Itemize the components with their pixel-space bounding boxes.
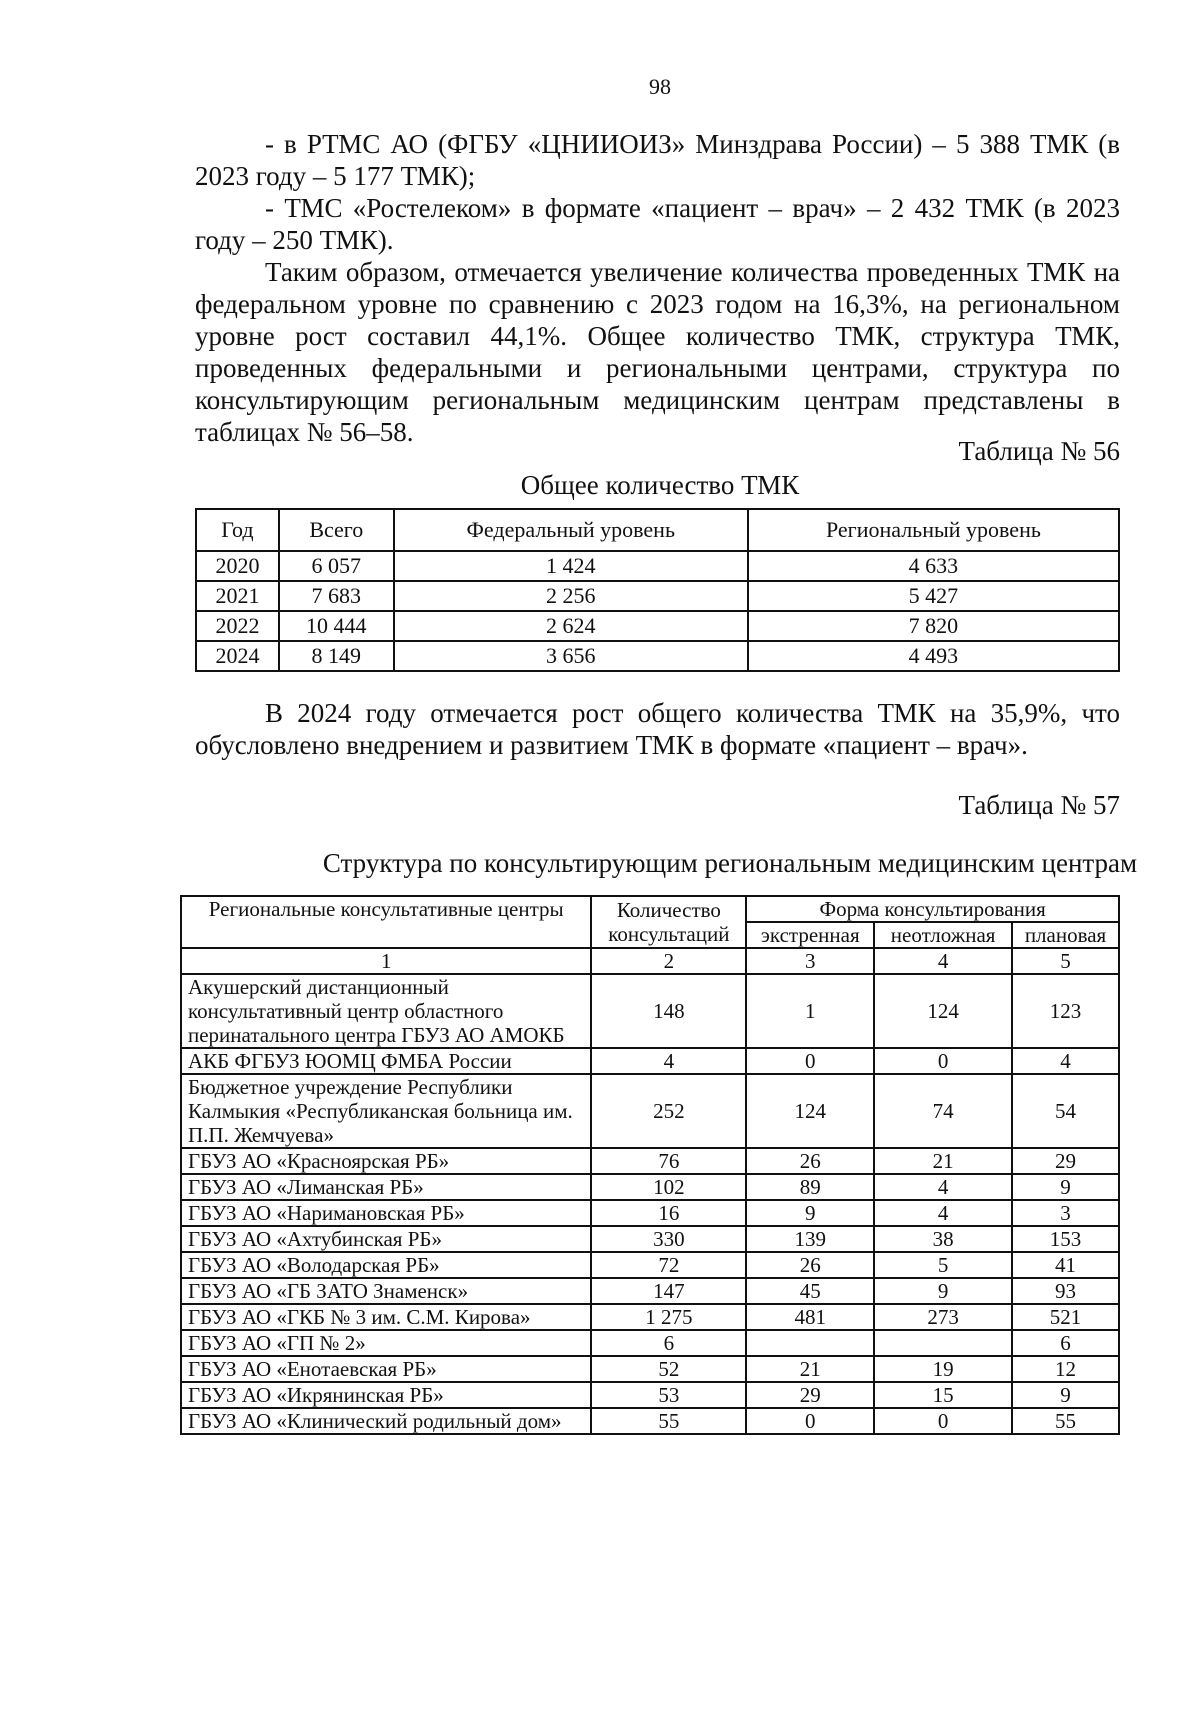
cell-nonurgent: 4	[874, 1174, 1012, 1200]
cell-nonurgent: 0	[874, 1048, 1012, 1074]
cell-regional: 4 633	[748, 551, 1119, 581]
cell-federal: 3 656	[394, 641, 748, 671]
table57-row	[181, 974, 1119, 1048]
cell-urgent	[746, 1330, 874, 1356]
cell-count: 52	[591, 1356, 746, 1382]
cell-urgent: 481	[746, 1304, 874, 1330]
table57-number-row	[181, 948, 1119, 974]
table57-row	[181, 1356, 1119, 1382]
cell-nonurgent: 5	[874, 1252, 1012, 1278]
table56-row	[196, 581, 1119, 611]
cell-center-name: ГБУЗ АО «Красноярская РБ»	[181, 1148, 591, 1174]
intro-text	[195, 128, 1120, 448]
cell-planned: 9	[1012, 1174, 1119, 1200]
cell-planned: 12	[1012, 1356, 1119, 1382]
cell-nonurgent: 9	[874, 1278, 1012, 1304]
cell-count: 72	[591, 1252, 746, 1278]
cell-year: 2020	[196, 551, 279, 581]
col-number: 5	[1012, 948, 1119, 974]
table57-label: Таблица № 57	[958, 790, 1120, 820]
paragraph-rtms: - в РТМС АО (ФГБУ «ЦНИИОИЗ» Минздрава России) – 5 388 ТМК (в 2023 году – 5 177 ТМК);	[195, 129, 1120, 191]
table57-row	[181, 1048, 1119, 1074]
cell-regional: 4 493	[748, 641, 1119, 671]
cell-nonurgent: 74	[874, 1074, 1012, 1148]
cell-nonurgent: 19	[874, 1356, 1012, 1382]
cell-nonurgent: 124	[874, 974, 1012, 1048]
cell-count: 6	[591, 1330, 746, 1356]
table57-row	[181, 1252, 1119, 1278]
cell-urgent: 21	[746, 1356, 874, 1382]
cell-center-name: ГБУЗ АО «ГП № 2»	[181, 1330, 591, 1356]
table57-row	[181, 1330, 1119, 1356]
cell-count: 53	[591, 1382, 746, 1408]
cell-center-name: АКБ ФГБУЗ ЮОМЦ ФМБА России	[181, 1048, 591, 1074]
cell-count: 16	[591, 1200, 746, 1226]
cell-center-name: ГБУЗ АО «ГБ ЗАТО Знаменск»	[181, 1278, 591, 1304]
cell-center-name: ГБУЗ АО «Володарская РБ»	[181, 1252, 591, 1278]
table56-row	[196, 641, 1119, 671]
cell-nonurgent: 15	[874, 1382, 1012, 1408]
cell-urgent: 0	[746, 1408, 874, 1434]
header-planned: плановая	[1012, 922, 1119, 948]
cell-planned: 521	[1012, 1304, 1119, 1330]
cell-count: 252	[591, 1074, 746, 1148]
cell-count: 76	[591, 1148, 746, 1174]
cell-center-name: Акушерский дистанционный консультативный центр областного перинатального центра ГБУЗ АО АМОКБ	[181, 974, 591, 1048]
cell-count: 330	[591, 1226, 746, 1252]
header-form: Форма консультирования	[746, 896, 1119, 922]
cell-planned: 153	[1012, 1226, 1119, 1252]
cell-count: 148	[591, 974, 746, 1048]
cell-urgent: 26	[746, 1252, 874, 1278]
table57-row	[181, 1278, 1119, 1304]
col-number: 4	[874, 948, 1012, 974]
paragraph-summary: Таким образом, отмечается увеличение количества проведенных ТМК на федеральном уровне по сравнению с 2023 годом на 16,3%, на региональном уровне рост составил 44,1%. Общее количество ТМК, структура ТМК, проведенных федеральными и региональными центрами, структура по консультирующим региональным медицинским центрам представлены в таблицах № 56–58.	[195, 257, 1120, 447]
cell-planned: 41	[1012, 1252, 1119, 1278]
cell-nonurgent	[874, 1330, 1012, 1356]
cell-urgent: 45	[746, 1278, 874, 1304]
cell-count: 55	[591, 1408, 746, 1434]
header-nonurgent: неотложная	[874, 922, 1012, 948]
col-number: 2	[591, 948, 746, 974]
cell-planned: 29	[1012, 1148, 1119, 1174]
table57-row	[181, 1382, 1119, 1408]
cell-total: 10 444	[279, 611, 394, 641]
header-regional: Региональный уровень	[748, 509, 1119, 551]
table57-row	[181, 1304, 1119, 1330]
cell-total: 8 149	[279, 641, 394, 671]
cell-center-name: ГБУЗ АО «Енотаевская РБ»	[181, 1356, 591, 1382]
cell-nonurgent: 38	[874, 1226, 1012, 1252]
cell-urgent: 139	[746, 1226, 874, 1252]
cell-total: 7 683	[279, 581, 394, 611]
table57-row	[181, 1074, 1119, 1148]
col-number: 3	[746, 948, 874, 974]
cell-regional: 7 820	[748, 611, 1119, 641]
cell-year: 2021	[196, 581, 279, 611]
table57-header-row-1	[181, 896, 1119, 922]
table56-row	[196, 611, 1119, 641]
cell-count: 102	[591, 1174, 746, 1200]
cell-urgent: 26	[746, 1148, 874, 1174]
table56-row	[196, 551, 1119, 581]
cell-urgent: 124	[746, 1074, 874, 1148]
header-urgent: экстренная	[746, 922, 874, 948]
cell-planned: 9	[1012, 1382, 1119, 1408]
cell-year: 2022	[196, 611, 279, 641]
cell-center-name: ГБУЗ АО «Наримановская РБ»	[181, 1200, 591, 1226]
paragraph-after-table56-wrap	[195, 697, 1120, 761]
cell-urgent: 89	[746, 1174, 874, 1200]
header-count: Количество консультаций	[591, 896, 746, 948]
paragraph-growth: В 2024 году отмечается рост общего количества ТМК на 35,9%, что обусловлено внедрением и развитием ТМК в формате «пациент – врач».	[195, 698, 1120, 760]
col-number: 1	[181, 948, 591, 974]
cell-federal: 2 256	[394, 581, 748, 611]
paragraph-rostelecom: - ТМС «Ростелеком» в формате «пациент – врач» – 2 432 ТМК (в 2023 году – 250 ТМК).	[195, 193, 1120, 255]
cell-urgent: 0	[746, 1048, 874, 1074]
cell-federal: 2 624	[394, 611, 748, 641]
table57	[180, 895, 1120, 1435]
cell-total: 6 057	[279, 551, 394, 581]
cell-nonurgent: 0	[874, 1408, 1012, 1434]
table57-row	[181, 1408, 1119, 1434]
table56-header-row	[196, 509, 1119, 551]
cell-planned: 123	[1012, 974, 1119, 1048]
cell-urgent: 1	[746, 974, 874, 1048]
table56	[195, 508, 1120, 672]
cell-count: 1 275	[591, 1304, 746, 1330]
table57-row	[181, 1226, 1119, 1252]
cell-count: 147	[591, 1278, 746, 1304]
cell-year: 2024	[196, 641, 279, 671]
cell-center-name: ГБУЗ АО «Икрянинская РБ»	[181, 1382, 591, 1408]
table57-row	[181, 1174, 1119, 1200]
cell-center-name: ГБУЗ АО «ГКБ № 3 им. С.М. Кирова»	[181, 1304, 591, 1330]
cell-nonurgent: 273	[874, 1304, 1012, 1330]
cell-federal: 1 424	[394, 551, 748, 581]
page-number: 98	[649, 74, 671, 99]
table56-label: Таблица № 56	[958, 436, 1120, 466]
cell-nonurgent: 4	[874, 1200, 1012, 1226]
cell-planned: 4	[1012, 1048, 1119, 1074]
table57-row	[181, 1200, 1119, 1226]
table57-caption: Структура по консультирующим региональным медицинским центрам	[322, 848, 1138, 878]
table57-row	[181, 1148, 1119, 1174]
cell-center-name: Бюджетное учреждение Республики Калмыкия «Республиканская больница им. П.П. Жемчуева»	[181, 1074, 591, 1148]
header-federal: Федеральный уровень	[394, 509, 748, 551]
header-centers: Региональные консультативные центры	[181, 896, 591, 948]
cell-planned: 54	[1012, 1074, 1119, 1148]
header-year: Год	[196, 509, 279, 551]
cell-count: 4	[591, 1048, 746, 1074]
cell-planned: 6	[1012, 1330, 1119, 1356]
cell-center-name: ГБУЗ АО «Ахтубинская РБ»	[181, 1226, 591, 1252]
header-total: Всего	[279, 509, 394, 551]
cell-planned: 55	[1012, 1408, 1119, 1434]
cell-planned: 3	[1012, 1200, 1119, 1226]
cell-nonurgent: 21	[874, 1148, 1012, 1174]
table56-caption: Общее количество ТМК	[520, 470, 800, 500]
cell-center-name: ГБУЗ АО «Клинический родильный дом»	[181, 1408, 591, 1434]
cell-planned: 93	[1012, 1278, 1119, 1304]
cell-regional: 5 427	[748, 581, 1119, 611]
cell-urgent: 29	[746, 1382, 874, 1408]
cell-urgent: 9	[746, 1200, 874, 1226]
cell-center-name: ГБУЗ АО «Лиманская РБ»	[181, 1174, 591, 1200]
